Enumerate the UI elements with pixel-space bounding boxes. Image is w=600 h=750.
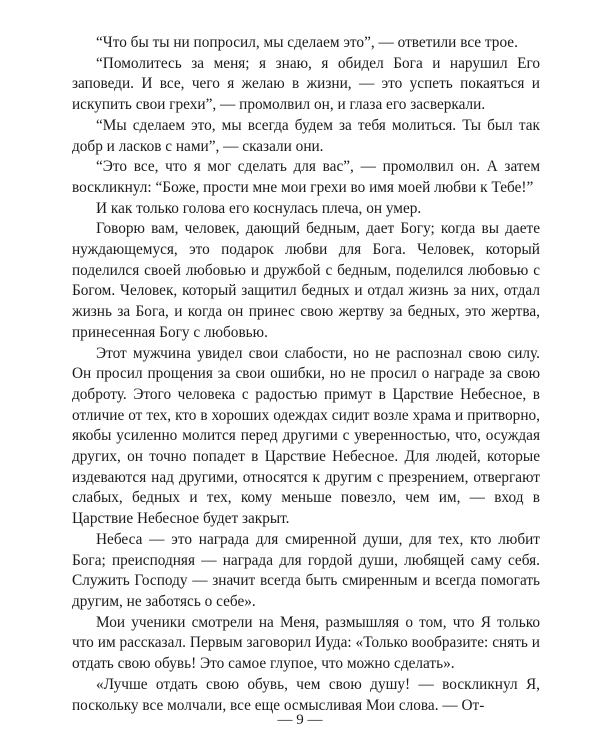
paragraph: Небеса — это награда для смиренной души, для тех, кто любит Бога; преисподняя — награда для гордой души, любящей саму себя. Служить Господу — значит всегда быть смиренным и всегда помогать другим, не заботясь о себе». (72, 530, 540, 610)
paragraph: Мои ученики смотрели на Меня, размышляя о том, что Я только что им рассказал. Первым заговорил Иуда: «Только вообразите: снять и отдать свою обувь! Это самое глупое, что можно сделать». (72, 613, 540, 673)
paragraph: «Лучше отдать свою обувь, чем свою душу! — воскликнул Я, поскольку все молчали, все еще осмысливая Мои слова. — От- (72, 675, 540, 714)
page-number: — 9 — (277, 712, 323, 728)
paragraph: Этот мужчина увидел свои слабости, но не распознал свою силу. Он просил прощения за свои ошибки, но не просил о награде за свою доброту. Этого человека с радостью примут в Царствие Небесное, в отличие от тех, кто в хороших одеждах сидит возле храма и притворно, якобы усиленно молится перед другими с уверенностью, что, осуждая других, он точно попадет в Царствие Небесное. Для людей, которые издеваются над другими, относятся к другим с презрением, отвергают слабых, бедных и тех, кому меньше повезло, чем им, — вход в Царствие Небесное будет закрыт. (72, 344, 540, 528)
body-text (72, 33, 540, 716)
paragraph: “Что бы ты ни попросил, мы сделаем это”, — ответили все трое. (96, 34, 518, 51)
paragraph: Говорю вам, человек, дающий бедным, дает Богу; когда вы даете нуждающемуся, это подарок любви для Бога. Человек, который поделился своей любовью и дружбой с бедным, поделился любовью с Богом. Человек, который защитил бедных и отдал жизнь за них, отдал жизнь за Бога, и когда он принес свою жертву за бедных, это жертва, принесенная Богу с любовью. (72, 220, 540, 341)
paragraph: “Это все, что я мог сделать для вас”, — промолвил он. А затем воскликнул: “Боже, прости мне мои грехи во имя моей любви к Тебе!” (72, 158, 540, 196)
paragraph: “Мы сделаем это, мы всегда будем за тебя молиться. Ты был так добр и ласков с нами”, — сказали они. (72, 116, 540, 155)
paragraph: “Помолитесь за меня; я знаю, я обидел Бога и нарушил Его заповеди. И все, чего я желаю в жизни, — это успеть покаяться и искупить свои грехи”, — промолвил он, и глаза его засверкали. (72, 54, 540, 114)
paragraph: И как только голова его коснулась плеча, он умер. (96, 199, 422, 217)
